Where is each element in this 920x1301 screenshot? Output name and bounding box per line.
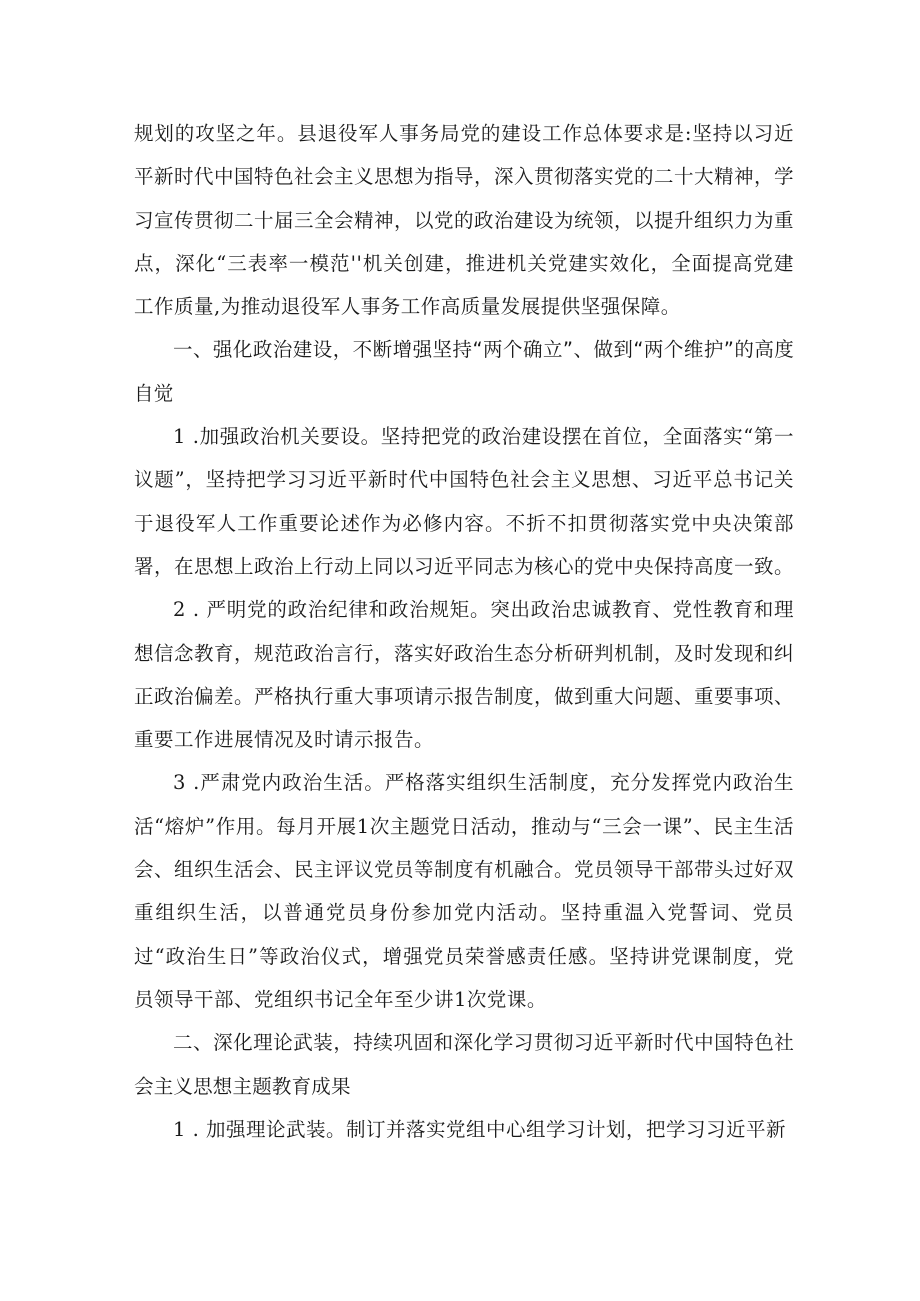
intro-paragraph: 规划的攻坚之年。县退役军人事务局党的建设工作总体要求是:坚持以习近平新时代中国特色社会主义思想为指导，深入贯彻落实党的二十大精神，学习宣传贯彻二十届三全会精神，以党的政治建设为统领，以提升组织力为重点，深化“三表率一模范''机关创建，推进机关党建实效化，全面提高党建工作质量,为推动退役军人事务工作高质量发展提供坚强保障。 (134, 122, 795, 319)
document-body (134, 112, 794, 1151)
paragraph-1-3: 3 .严肃党内政治生活。严格落实组织生活制度，充分发挥党内政治生活“熔炉”作用。每月开展1次主题党日活动，推动与“三会一课”、民主生活会、组织生活会、民主评议党员等制度有机融合。党员领导干部带头过好双重组织生活，以普通党员身份参加党内活动。坚持重温入党誓词、党员过“政治生日”等政治仪式，增强党员荣誉感责任感。坚持讲党课制度，党员领导干部、党组织书记全年至少讲1次党课。 (134, 771, 795, 1011)
section-heading-2: 二、深化理论武装，持续巩固和深化学习贯彻习近平新时代中国特色社会主义思想主题教育成果 (134, 1031, 794, 1098)
paragraph-1-1: 1 .加强政治机关要设。坚持把党的政治建设摆在首位，全面落实“第一议题”，坚持把学习习近平新时代中国特色社会主义思想、习近平总书记关于退役军人工作重要论述作为必修内容。不折不扣贯彻落实党中央决策部署，在思想上政治上行动上同以习近平同志为核心的党中央保持高度一致。 (134, 425, 795, 578)
section-heading-1: 一、强化政治建设，不断增强坚持“两个确立”、做到“两个维护”的高度自觉 (134, 338, 794, 405)
paragraph-2-1: 1 . 加强理论武装。制订并落实党组中心组学习计划，把学习习近平新 (173, 1117, 787, 1141)
paragraph-1-2: 2 . 严明党的政治纪律和政治规矩。突出政治忠诚教育、党性教育和理想信念教育，规范政治言行，落实好政治生态分析研判机制，及时发现和纠正政治偏差。严格执行重大事项请示报告制度，做到重大问题、重要事项、重要工作进展情况及时请示报告。 (134, 598, 795, 752)
